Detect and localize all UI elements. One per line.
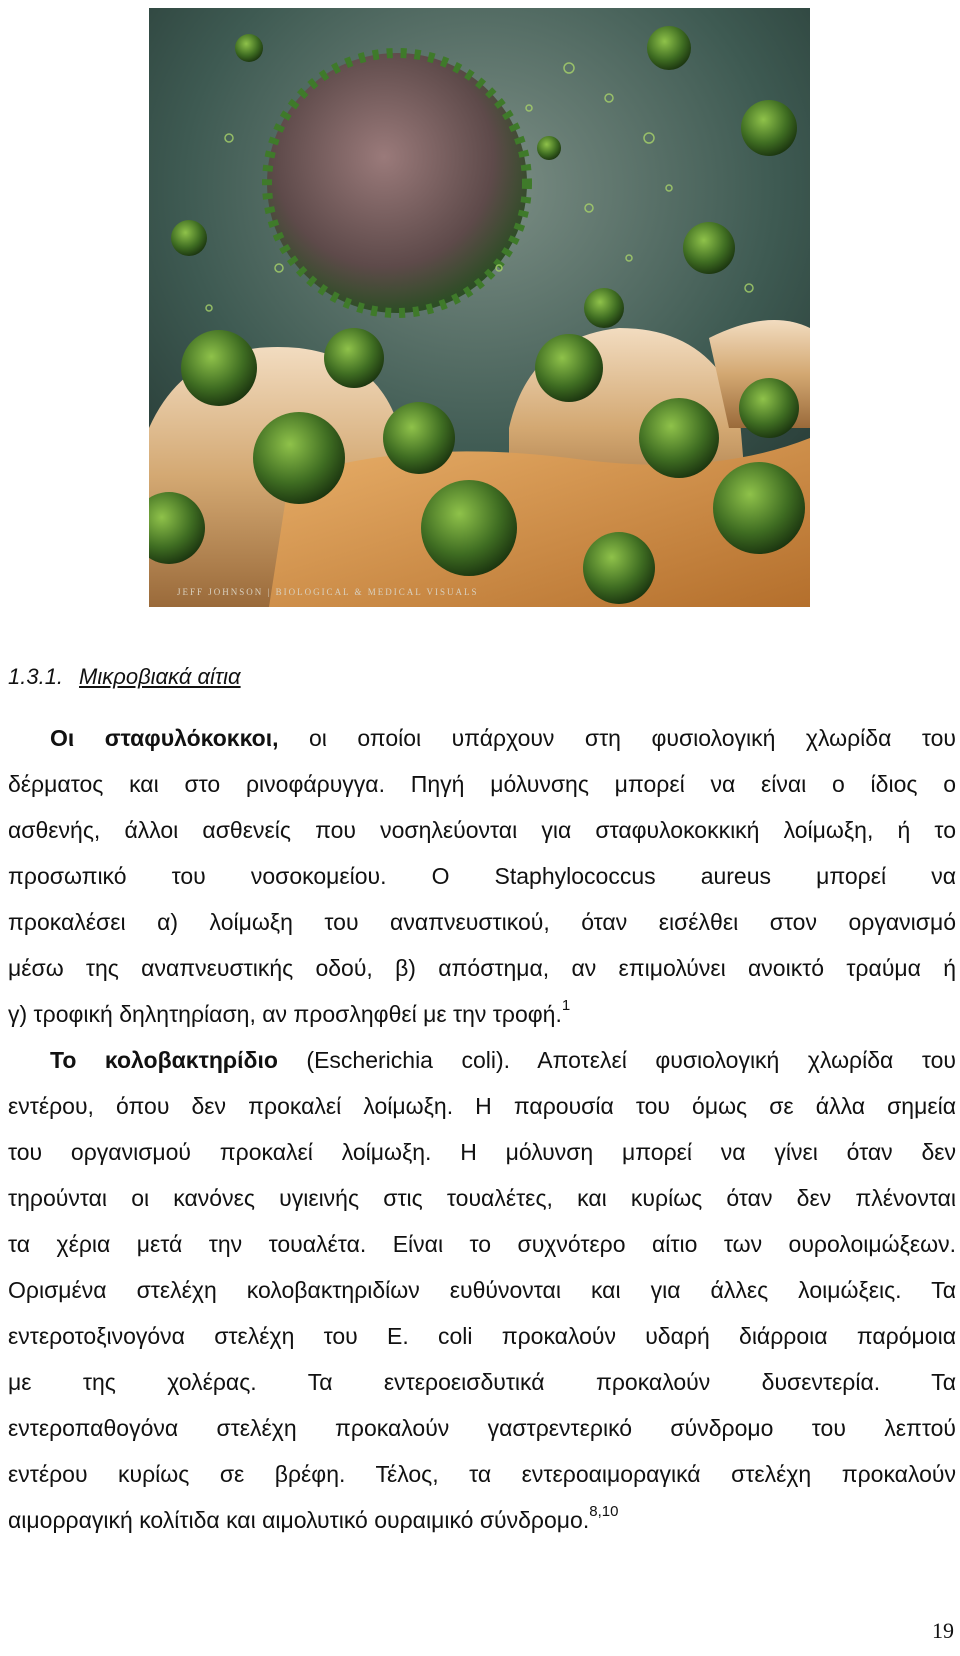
para2-line5: τα χέρια μετά την τουαλέτα. Είναι το συχνότερο αίτιο των ουρολοιμώξεων. xyxy=(8,1231,956,1257)
image-credit: JEFF JOHNSON | BIOLOGICAL & MEDICAL VISUALS xyxy=(177,587,479,597)
bacteria-illustration-svg xyxy=(149,8,810,607)
bacteria-illustration xyxy=(149,8,810,607)
section-heading xyxy=(8,664,241,690)
section-number: 1.3.1. xyxy=(8,664,64,689)
para2-line11 xyxy=(8,1497,956,1543)
para1-reference: 1 xyxy=(561,997,571,1014)
para2-line11-text: αιμορραγική κολίτιδα και αιμολυτικό ουραιμικό σύνδρομο. xyxy=(8,1507,590,1533)
para1-line4: προσωπικό του νοσοκομείου. Ο Staphylococcus aureus μπορεί να xyxy=(8,863,956,889)
para2-reference: 8,10 xyxy=(589,1503,619,1520)
page-number: 19 xyxy=(932,1618,954,1643)
para2-line9: εντεροπαθογόνα στελέχη προκαλούν γαστρεντερικό σύνδρομο του λεπτού xyxy=(8,1415,956,1441)
para2-bold-lead: Το κολοβακτηρίδιο xyxy=(50,1047,278,1073)
para2-line1 xyxy=(8,1037,956,1083)
para2-line7: εντεροτοξινογόνα στελέχη του E. coli προκαλούν υδαρή διάρροια παρόμοια xyxy=(8,1323,956,1349)
para2-line6: Ορισμένα στελέχη κολοβακτηριδίων ευθύνονται και για άλλες λοιμώξεις. Τα xyxy=(8,1277,956,1303)
para1-line7-text: γ) τροφική δηλητηρίαση, αν προσληφθεί με την τροφή. xyxy=(8,1001,562,1027)
para2-line3: του οργανισμού προκαλεί λοίμωξη. Η μόλυνση μπορεί να γίνει όταν δεν xyxy=(8,1139,956,1165)
para2-line8: με της χολέρας. Τα εντεροεισδυτικά προκαλούν δυσεντερία. Τα xyxy=(8,1369,956,1395)
para1-line5: προκαλέσει α) λοίμωξη του αναπνευστικού, όταν εισέλθει στον οργανισμό xyxy=(8,909,956,935)
para1-line7 xyxy=(8,991,956,1037)
para2-line4: τηρούνται οι κανόνες υγιεινής στις τουαλέτες, και κυρίως όταν δεν πλένονται xyxy=(8,1185,956,1211)
section-title: Μικροβιακά αίτια xyxy=(79,664,241,689)
para1-line1-text: οι οποίοι υπάρχουν στη φυσιολογική χλωρίδα του xyxy=(278,725,956,751)
para1-bold-lead: Οι σταφυλόκοκκοι, xyxy=(50,725,279,751)
para1-line6: μέσω της αναπνευστικής οδού, β) απόστημα, αν επιμολύνει ανοικτό τραύμα ή xyxy=(8,955,956,981)
para1-line1 xyxy=(8,715,956,761)
para2-line10: εντέρου κυρίως σε βρέφη. Τέλος, τα εντεροαιμοραγικά στελέχη προκαλούν xyxy=(8,1461,956,1487)
para2-line1-text: (Escherichia coli). Αποτελεί φυσιολογική χλωρίδα του xyxy=(277,1047,956,1073)
para1-line3: ασθενής, άλλοι ασθενείς που νοσηλεύονται για σταφυλοκοκκική λοίμωξη, ή το xyxy=(8,817,956,843)
para2-line2: εντέρου, όπου δεν προκαλεί λοίμωξη. Η παρουσία του όμως σε άλλα σημεία xyxy=(8,1093,956,1119)
para1-line2: δέρματος και στο ρινοφάρυγγα. Πηγή μόλυνσης μπορεί να είναι ο ίδιος ο xyxy=(8,771,956,797)
